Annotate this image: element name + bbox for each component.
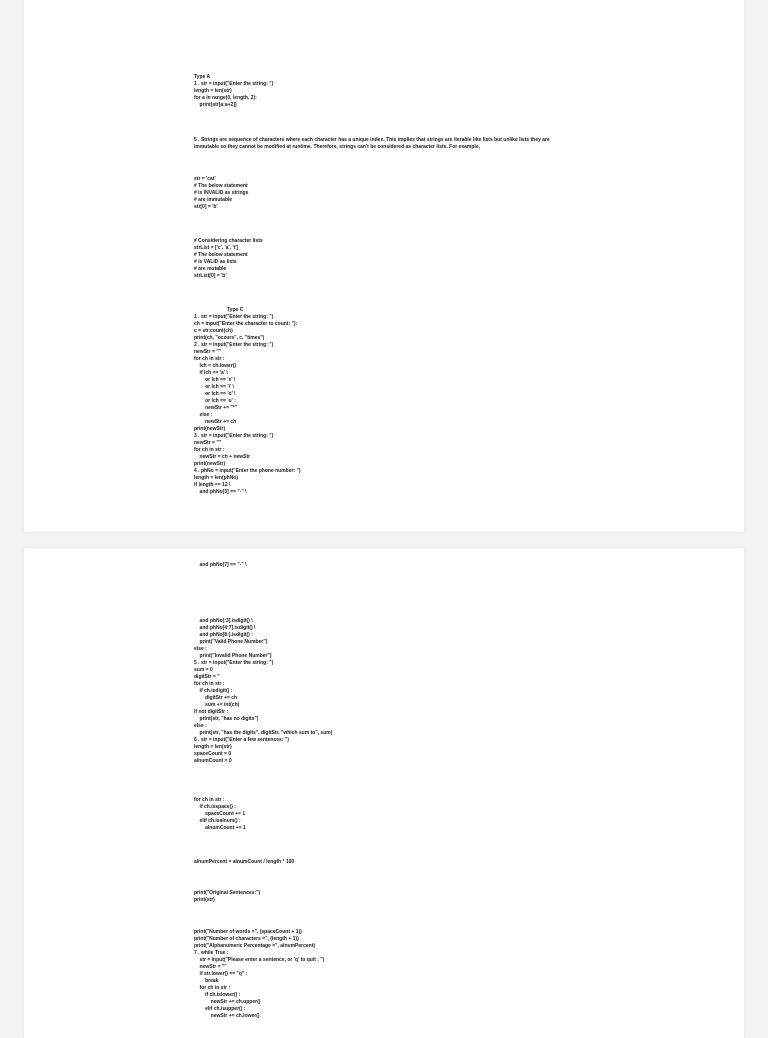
- paragraph-line: immutable so they cannot be modified at runtime. Therefore, strings can't be considered as character lists. For example,: [194, 144, 480, 150]
- code-line: 1 . str = input("Enter the string: "): [194, 81, 274, 87]
- type-c-heading-wrap: [227, 307, 243, 314]
- code-line: print(str, "has no digits"): [194, 716, 259, 722]
- code-line: alnumPercent = alnumCount / length * 100: [194, 859, 295, 865]
- type-a-heading: Type A: [194, 74, 211, 80]
- code-line: and phNo[:3].isdigit() \: [194, 618, 253, 624]
- code-line: print("Invalid Phone Number"): [194, 653, 272, 659]
- code-line: sum += int(ch): [194, 702, 240, 708]
- count-loop-code: [194, 797, 246, 832]
- code-line: for ch in str :: [194, 985, 231, 991]
- code-line: sum = 0: [194, 667, 213, 673]
- code-line: newStr = ch + newStr: [194, 454, 251, 460]
- type-c-heading: Type C: [227, 307, 244, 313]
- code-line: if str.lower() == "q" :: [194, 971, 248, 977]
- code-line: print("Number of words =", (spaceCount + 1)): [194, 929, 302, 935]
- code-line: else :: [194, 412, 213, 418]
- code-line: elif ch.isupper() :: [194, 1006, 246, 1012]
- code-line: if length == 12 \: [194, 482, 231, 488]
- code-line: for ch in str :: [194, 447, 225, 453]
- code-line: strList = ['c', 'a', 't']: [194, 245, 239, 251]
- code-line: 3 . str = input("Enter the string: "): [194, 433, 274, 439]
- code-line: newStr = "": [194, 440, 222, 446]
- code-line: print(newStr): [194, 426, 226, 432]
- code-line: print(str[a:a+2]): [194, 102, 237, 108]
- explanation-paragraph: [194, 137, 550, 151]
- phone-check-code: [194, 618, 332, 765]
- code-line: newStr = "": [194, 964, 227, 970]
- paragraph-line: 5 . Strings are sequence of characters where each character has a unique index. This implies that strings are iterable like lists but unlike lists they are: [194, 137, 550, 143]
- code-line: digitStr = '': [194, 674, 220, 680]
- code-line: 7 . while True :: [194, 950, 229, 956]
- code-line: # is VALID as lists: [194, 259, 237, 265]
- code-line: str = input("Please enter a sentence, or 'q' to quit : "): [194, 957, 325, 963]
- code-line: 1 . str = input("Enter the string: "): [194, 314, 274, 320]
- code-line: strList[0] = 'b': [194, 273, 227, 279]
- code-line: newStr += ch.lower(): [194, 1013, 260, 1019]
- code-line: c = str.count(ch): [194, 328, 233, 334]
- code-line: # are immutable: [194, 197, 233, 203]
- code-line: print("Alphanumeric Percentage =", alnumPercent): [194, 943, 316, 949]
- code-line: print("Number of characters =", (length + 1)): [194, 936, 299, 942]
- print-original-code: [194, 890, 260, 904]
- code-line: for a in range(0, length, 2):: [194, 95, 257, 101]
- percent-code: [194, 859, 294, 866]
- code-line: else :: [194, 723, 207, 729]
- code-line: newStr = "": [194, 349, 222, 355]
- code-line: alnumCount = 0: [194, 758, 232, 764]
- code-line: 6 . str = input("Enter a few sentences: "): [194, 737, 289, 743]
- document-page-2: [24, 548, 744, 1038]
- code-line: and phNo[8:].isdigit() :: [194, 632, 253, 638]
- code-line: length = len(str): [194, 744, 232, 750]
- code-line: newStr += ch.upper(): [194, 999, 261, 1005]
- code-line: print("Valid Phone Number"): [194, 639, 268, 645]
- code-line: and phNo[7] == "-" \: [194, 562, 247, 568]
- code-line: 5 . str = input("Enter the string: "): [194, 660, 274, 666]
- phone-check-continuation: [194, 562, 247, 569]
- code-line: # The below statement: [194, 252, 248, 258]
- code-line: # Considering character lists: [194, 238, 263, 244]
- code-line: length = len(str): [194, 88, 232, 94]
- string-example-code: [194, 176, 248, 211]
- code-line: if not digitStr :: [194, 709, 229, 715]
- code-line: print(str): [194, 897, 215, 903]
- code-line: newStr += ch: [194, 419, 237, 425]
- code-line: for ch in str :: [194, 797, 225, 803]
- list-example-code: [194, 238, 263, 280]
- code-line: and phNo[4:7].isdigit() \: [194, 625, 256, 631]
- final-code: [194, 929, 324, 1020]
- code-line: lch = ch.lower(): [194, 363, 237, 369]
- code-line: print(newStr): [194, 461, 226, 467]
- code-line: or lch == 'u' :: [194, 398, 236, 404]
- code-line: print(ch, "occurs", c, "times"): [194, 335, 265, 341]
- code-line: alnumCount += 1: [194, 825, 246, 831]
- code-line: for ch in str :: [194, 681, 225, 687]
- code-line: if lch == 'a' \: [194, 370, 228, 376]
- code-line: # The below statement: [194, 183, 248, 189]
- code-line: ch = input("Enter the character to count: ");: [194, 321, 298, 327]
- code-line: or lch == 'i' \: [194, 384, 234, 390]
- code-line: if ch.isdigit() :: [194, 688, 233, 694]
- code-line: if ch.islower() :: [194, 992, 241, 998]
- code-line: or lch == 'o' \: [194, 391, 236, 397]
- code-line: 2 . str = input("Enter the string: "): [194, 342, 274, 348]
- code-line: newStr += "*": [194, 405, 238, 411]
- code-line: else :: [194, 646, 207, 652]
- code-line: break: [194, 978, 219, 984]
- code-line: if ch.isspace() :: [194, 804, 236, 810]
- code-line: and phNo[3] == "-" \: [194, 489, 247, 495]
- code-line: elif ch.isalnum() :: [194, 818, 241, 824]
- code-line: for ch in str :: [194, 356, 225, 362]
- code-line: spaceCount += 1: [194, 811, 246, 817]
- code-line: # are mutable: [194, 266, 227, 272]
- code-line: spaceCount = 0: [194, 751, 232, 757]
- code-line: str[0] = 'b': [194, 204, 218, 210]
- code-line: 4 . phNo = input("Enter the phone number: "): [194, 468, 301, 474]
- type-c-code: [194, 314, 301, 496]
- code-line: str = 'cat': [194, 176, 216, 182]
- code-line: # is INVALID as strings: [194, 190, 249, 196]
- document-page-1: [24, 0, 744, 532]
- code-line: length = len(phNo): [194, 475, 239, 481]
- code-line: digitStr += ch: [194, 695, 238, 701]
- code-line: print(str, "has the digits", digitStr, "which sum to", sum): [194, 730, 333, 736]
- code-line: or lch == 'e' \: [194, 377, 236, 383]
- type-a-section: [194, 74, 273, 109]
- code-line: print("Original Sentences:"): [194, 890, 261, 896]
